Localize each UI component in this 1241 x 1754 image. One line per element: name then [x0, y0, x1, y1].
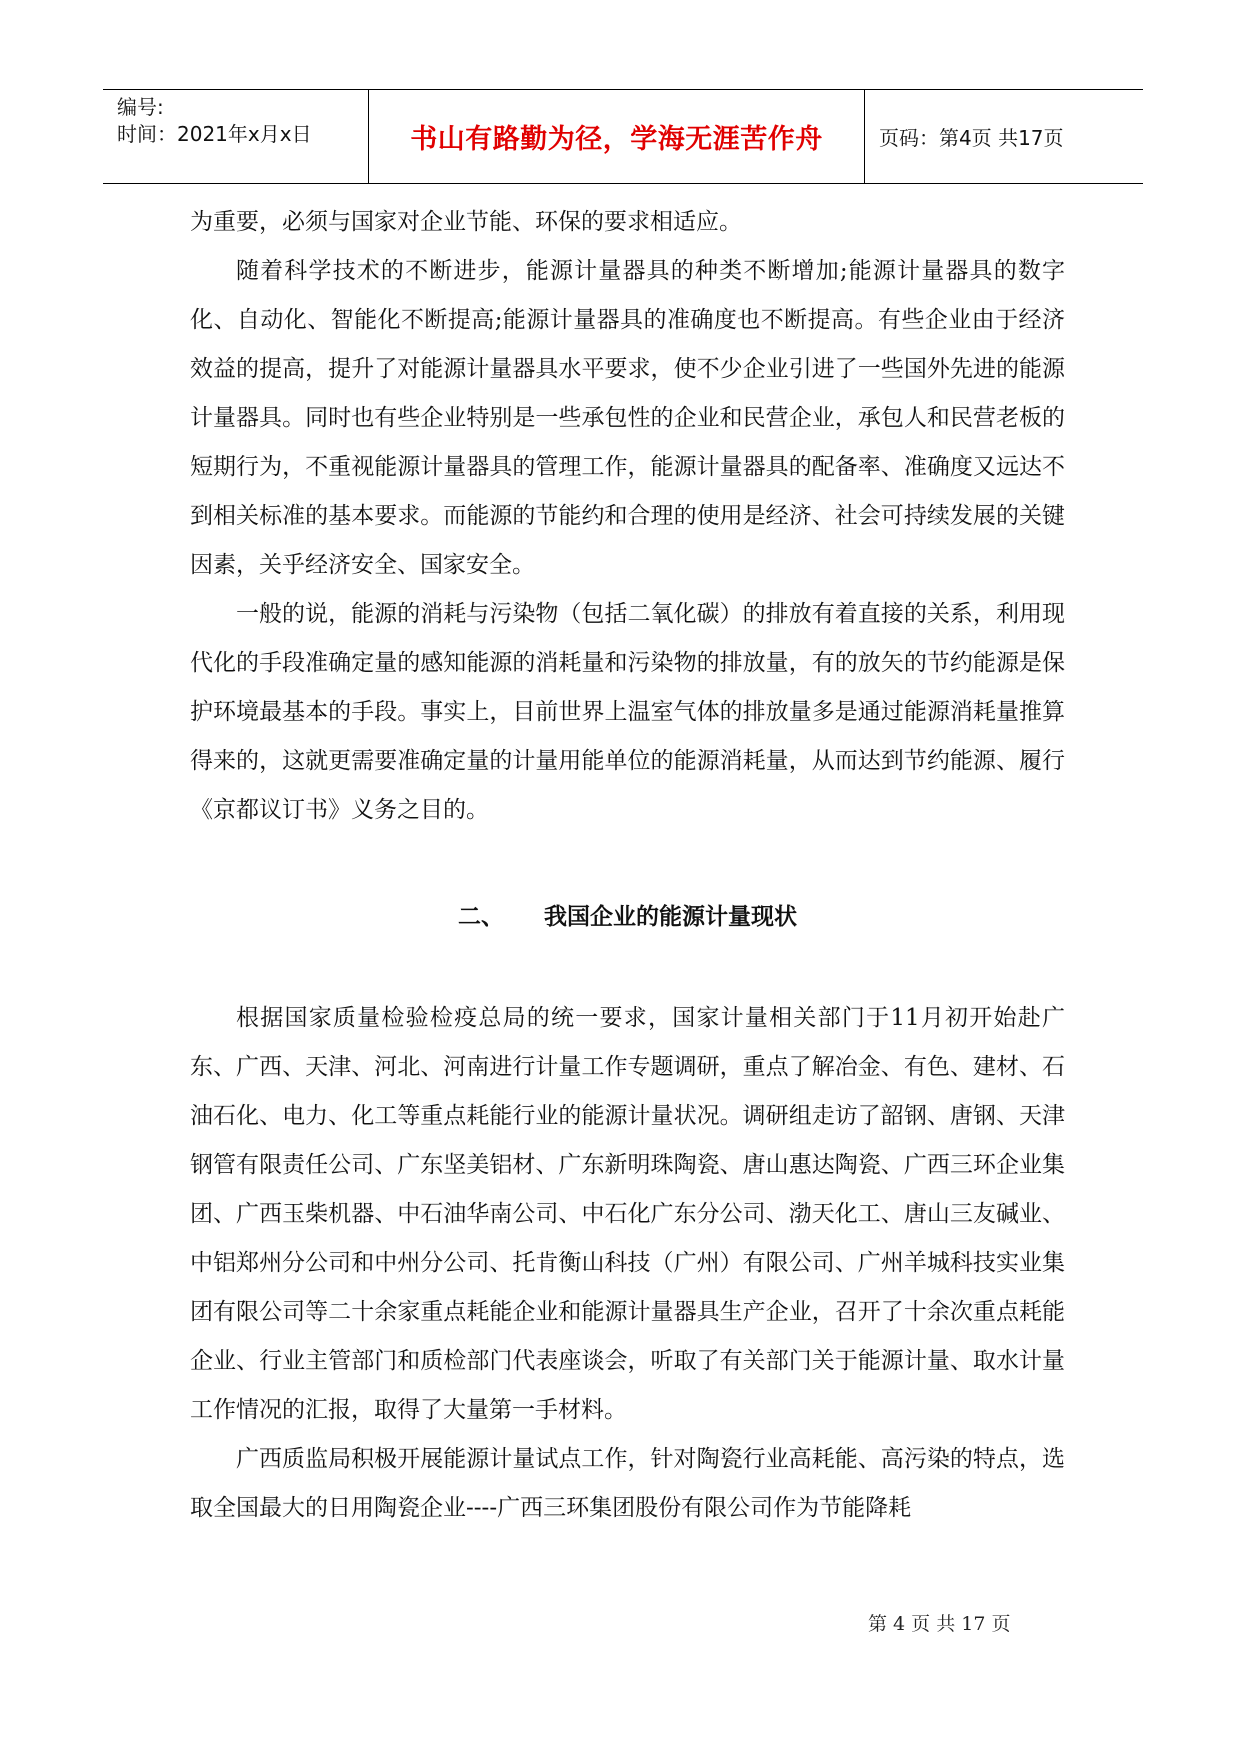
- document-body: [190, 198, 1065, 1533]
- header-motto: 书山有路勤为径，学海无涯苦作舟: [369, 90, 865, 183]
- header-page-number: 页码：第4页 共17页: [879, 126, 1064, 150]
- paragraph-survey: 根据国家质量检验检疫总局的统一要求，国家计量相关部门于11月初开始赴广东、广西、天津、河北、河南进行计量工作专题调研，重点了解冶金、有色、建材、石油石化、电力、化工等重点耗能行业的能源计量状况。调研组走访了韶钢、唐钢、天津钢管有限责任公司、广东坚美铝材、广东新明珠陶瓷、唐山惠达陶瓷、广西三环企业集团、广西玉柴机器、中石油华南公司、中石化广东分公司、渤天化工、唐山三友碱业、中铝郑州分公司和中州分公司、托肯衡山科技（广州）有限公司、广州羊城科技实业集团有限公司等二十余家重点耗能企业和能源计量器具生产企业，召开了十余次重点耗能企业、行业主管部门和质检部门代表座谈会，听取了有关部门关于能源计量、取水计量工作情况的汇报，取得了大量第一手材料。: [190, 1005, 1065, 1423]
- paragraph-guangxi: 广西质监局积极开展能源计量试点工作，针对陶瓷行业高耗能、高污染的特点，选取全国最大的日用陶瓷企业----广西三环集团股份有限公司作为节能降耗: [190, 1446, 1065, 1521]
- header-meta: [103, 90, 369, 183]
- paragraph-technology-progress: 随着科学技术的不断进步，能源计量器具的种类不断增加;能源计量器具的数字化、自动化、智能化不断提高;能源计量器具的准确度也不断提高。有些企业由于经济效益的提高，提升了对能源计量器具水平要求，使不少企业引进了一些国外先进的能源计量器具。同时也有些企业特别是一些承包性的企业和民营企业，承包人和民营老板的短期行为，不重视能源计量器具的管理工作，能源计量器具的配备率、准确度又远达不到相关标准的基本要求。而能源的节能约和合理的使用是经济、社会可持续发展的关键因素，关乎经济安全、国家安全。: [190, 258, 1065, 578]
- paragraph-emissions: 一般的说，能源的消耗与污染物（包括二氧化碳）的排放有着直接的关系，利用现代化的手段准确定量的感知能源的消耗量和污染物的排放量，有的放矢的节约能源是保护环境最基本的手段。事实上，目前世界上温室气体的排放量多是通过能源消耗量推算得来的，这就更需要准确定量的计量用能单位的能源消耗量，从而达到节约能源、履行《京都议订书》义务之目的。: [190, 601, 1065, 823]
- section-heading: [190, 893, 1065, 942]
- paragraph-continuation: 为重要，必须与国家对企业节能、环保的要求相适应。: [190, 209, 742, 235]
- document-time-label: 时间：2021年x月x日: [117, 122, 312, 146]
- section-heading-number: 二、: [458, 904, 504, 930]
- document-number-label: 编号:: [117, 95, 164, 119]
- page-header: [103, 89, 1143, 184]
- section-heading-text: 我国企业的能源计量现状: [544, 904, 797, 930]
- page-footer: 第 4 页 共 17 页: [868, 1613, 1011, 1635]
